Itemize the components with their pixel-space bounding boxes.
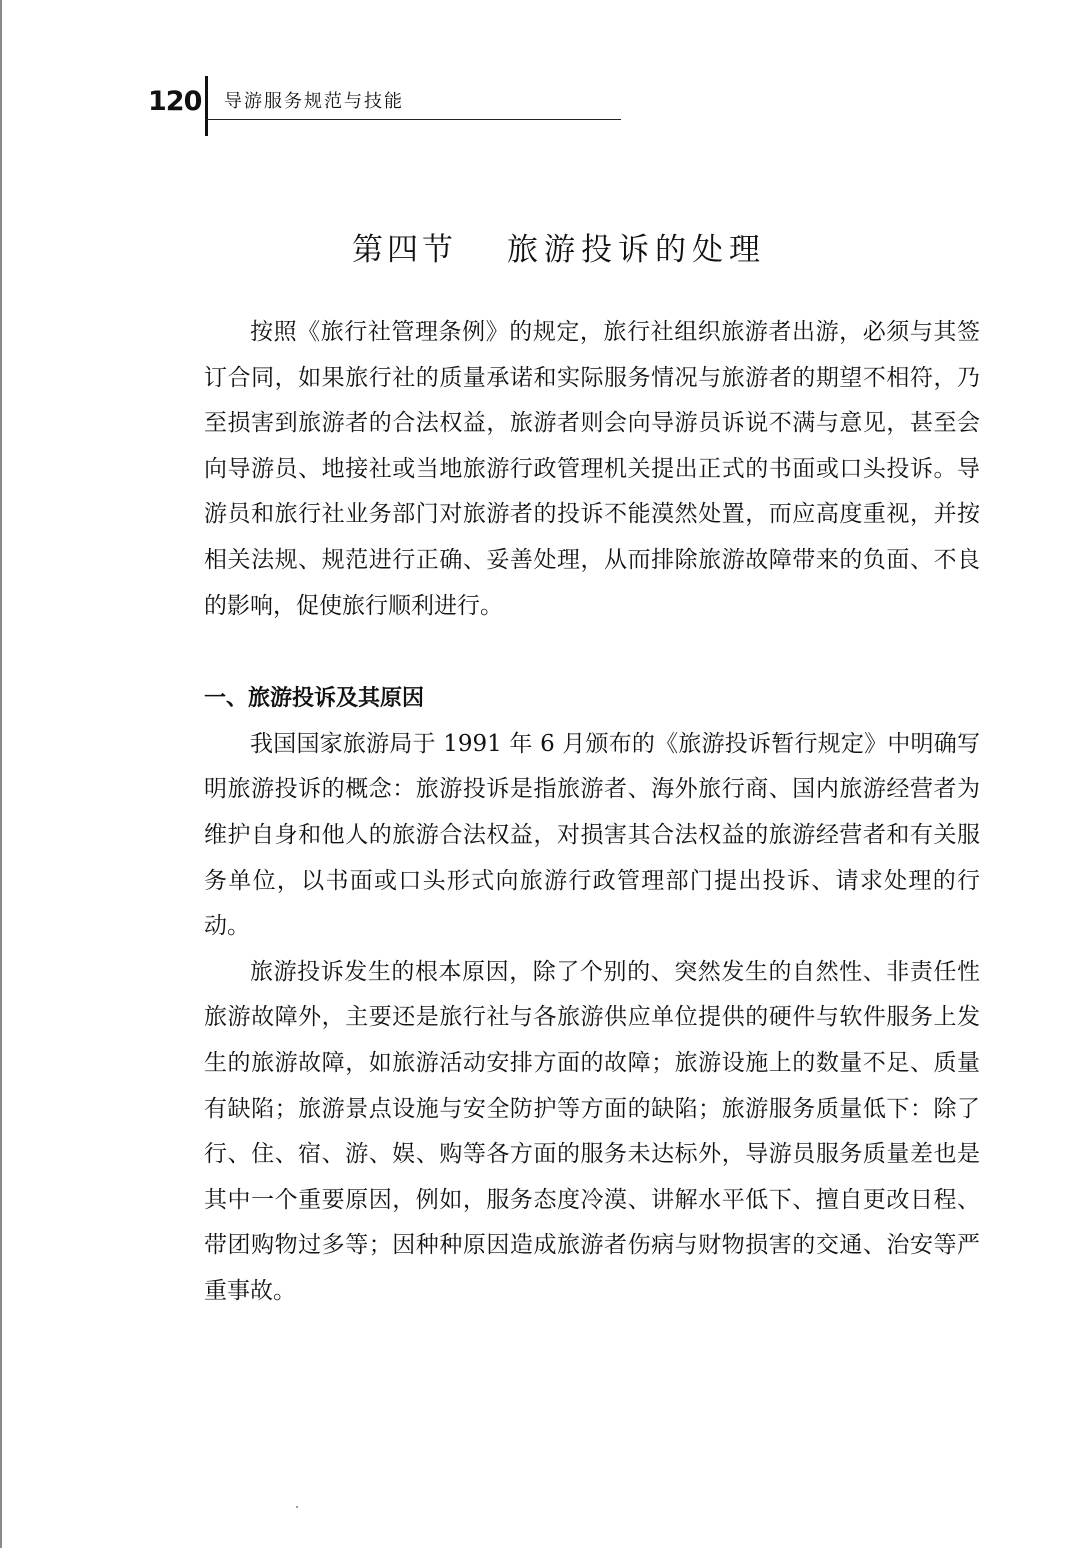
page-left-edge [0, 0, 2, 1548]
paragraph-intro: 按照《旅行社管理条例》的规定，旅行社组织旅游者出游，必须与其签订合同，如果旅行社的质量承诺和实际服务情况与旅游者的期望不相符，乃至损害到旅游者的合法权益，旅游者则会向导游员诉说不满与意见，甚至会向导游员、地接社或当地旅游行政管理机关提出正式的书面或口头投诉。导游员和旅行社业务部门对旅游者的投诉不能漠然处置，而应高度重视，并按相关法规、规范进行正确、妥善处理，从而排除旅游故障带来的负面、不良的影响，促使旅行顺利进行。 [204, 319, 980, 619]
header-vertical-rule [205, 76, 208, 136]
section-title [352, 224, 766, 269]
section-number: 第四节 [352, 232, 457, 268]
header-rule [205, 119, 621, 120]
subheading: 一、旅游投诉及其原因 [204, 686, 425, 712]
scan-speck [296, 1506, 298, 1508]
page-number: 120 [148, 86, 202, 117]
body-text [204, 310, 980, 1314]
paragraph-causes: 旅游投诉发生的根本原因，除了个别的、突然发生的自然性、非责任性旅游故障外，主要还是旅行社与各旅游供应单位提供的硬件与软件服务上发生的旅游故障，如旅游活动安排方面的故障；旅游设施上的数量不足、质量有缺陷；旅游景点设施与安全防护等方面的缺陷；旅游服务质量低下：除了行、住、宿、游、娱、购等各方面的服务未达标外，导游员服务质量差也是其中一个重要原因，例如，服务态度冷漠、讲解水平低下、擅自更改日程、带团购物过多等；因种种原因造成旅游者伤病与财物损害的交通、治安等严重事故。 [204, 958, 980, 1304]
section-title-text: 旅游投诉的处理 [507, 232, 766, 268]
book-title: 导游服务规范与技能 [224, 91, 404, 112]
paragraph-definition: 我国国家旅游局于 1991 年 6 月颁布的《旅游投诉暂行规定》中明确写明旅游投诉的概念：旅游投诉是指旅游者、海外旅行商、国内旅游经营者为维护自身和他人的旅游合法权益，对损害其合法权益的旅游经营者和有关服务单位，以书面或口头形式向旅游行政管理部门提出投诉、请求处理的行动。 [204, 730, 980, 940]
running-header [148, 72, 628, 138]
